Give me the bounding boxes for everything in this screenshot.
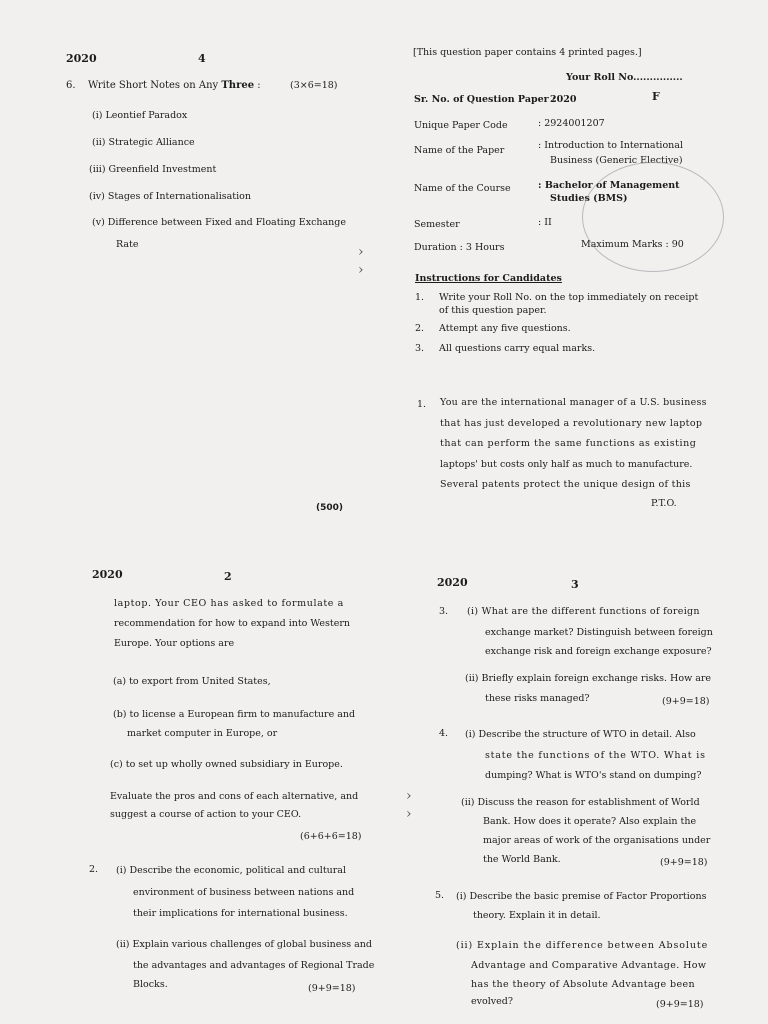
question-number: 2.	[89, 864, 99, 875]
list-item-continuation: Rate	[116, 239, 139, 250]
question-line: dumping? What is WTO's stand on dumping?	[485, 770, 702, 781]
question-line: exchange risk and foreign exchange exposure?	[485, 646, 712, 657]
question-line: (ii) Discuss the reason for establishment of World	[461, 797, 700, 808]
scan-mark: ›	[358, 244, 364, 260]
option-item-cont: market computer in Europe, or	[127, 728, 278, 739]
instruction-text: Write your Roll No. on the top immediately on receipt	[439, 292, 699, 303]
option-item: (a) to export from United States,	[113, 676, 271, 687]
list-item: (v) Difference between Fixed and Floating Exchange	[92, 217, 347, 228]
paper-code-label: Unique Paper Code	[414, 120, 508, 131]
option-item: (c) to set up wholly owned subsidiary in Europe.	[110, 759, 343, 770]
list-item: (i) Leontief Paradox	[92, 110, 188, 121]
question-text: Write Short Notes on Any Three :	[88, 80, 261, 91]
question-line: the advantages and advantages of Regional Trade	[133, 960, 375, 971]
question-number: 3.	[439, 606, 449, 617]
question-line: (ii) Explain the difference between Absolute	[456, 940, 709, 951]
question-marks: (9+9=18)	[308, 983, 356, 994]
instruction-number: 3.	[415, 343, 425, 354]
question-line: (i) What are the different functions of foreign	[467, 606, 700, 617]
list-item: (ii) Strategic Alliance	[92, 137, 195, 148]
question-marks: (6+6+6=18)	[300, 831, 362, 842]
question-marks: (9+9=18)	[662, 696, 710, 707]
paper-name-label: Name of the Paper	[414, 145, 505, 156]
question-line: Evaluate the pros and cons of each alternative, and	[110, 791, 359, 802]
scan-mark: ›	[406, 806, 412, 822]
question-line: their implications for international business.	[133, 908, 348, 919]
question-line: recommendation for how to expand into Western	[114, 618, 351, 629]
sr-no-label: Sr. No. of Question Paper :	[414, 94, 556, 105]
question-line: has the theory of Absolute Advantage been	[471, 979, 696, 990]
question-line: Advantage and Comparative Advantage. How	[471, 960, 707, 971]
sr-no-value: 2020	[550, 94, 577, 105]
scan-mark: ›	[358, 262, 364, 278]
question-line: (ii) Briefly explain foreign exchange risks. How are	[465, 673, 712, 684]
please-turn-over: P.T.O.	[651, 498, 677, 509]
instruction-text: All questions carry equal marks.	[439, 343, 596, 354]
list-item: (iv) Stages of Internationalisation	[89, 191, 251, 202]
option-item: (b) to license a European firm to manufacture and	[113, 709, 356, 720]
page-number: 4	[198, 52, 206, 65]
question-number: 5.	[435, 890, 445, 901]
question-line: Several patents protect the unique design of this	[440, 479, 691, 490]
page-year: 2020	[92, 568, 123, 581]
max-marks: Maximum Marks : 90	[581, 239, 684, 250]
set-letter: F	[652, 90, 660, 103]
library-stamp	[582, 162, 724, 272]
roll-number-field: Your Roll No...............	[566, 72, 683, 83]
question-line: theory. Explain it in detail.	[473, 910, 601, 921]
question-marks: (3×6=18)	[290, 80, 338, 91]
question-number: 4.	[439, 728, 449, 739]
question-line: that can perform the same functions as existing	[440, 438, 697, 449]
scan-mark: ›	[406, 788, 412, 804]
question-line: (i) Describe the structure of WTO in detail. Also	[465, 729, 696, 740]
question-marks: (9+9=18)	[660, 857, 708, 868]
copies-count: (500)	[316, 503, 344, 513]
question-line: Bank. How does it operate? Also explain the	[483, 816, 697, 827]
question-line: Europe. Your options are	[114, 638, 235, 649]
question-line: the World Bank.	[483, 854, 561, 865]
instructions-title: Instructions for Candidates	[415, 273, 562, 284]
page-year: 2020	[66, 52, 97, 65]
semester-value: : II	[538, 217, 552, 228]
question-line: these risks managed?	[485, 693, 590, 704]
question-line: Blocks.	[133, 979, 168, 990]
question-line: You are the international manager of a U.S. business	[440, 397, 707, 408]
question-line: state the functions of the WTO. What is	[485, 750, 706, 761]
page-year: 2020	[437, 576, 468, 589]
page-number: 2	[224, 570, 232, 583]
instruction-number: 1.	[415, 292, 425, 303]
question-number: 6.	[66, 80, 76, 91]
question-number: 1.	[417, 399, 427, 410]
question-line: (i) Describe the basic premise of Factor Proportions	[456, 891, 707, 902]
question-line: suggest a course of action to your CEO.	[110, 809, 302, 820]
instruction-number: 2.	[415, 323, 425, 334]
question-line: laptop. Your CEO has asked to formulate a	[114, 598, 344, 609]
instruction-text: Attempt any five questions.	[439, 323, 571, 334]
question-line: that has just developed a revolutionary new laptop	[440, 418, 703, 429]
question-line: major areas of work of the organisations under	[483, 835, 711, 846]
paper-name-value-cont: Business (Generic Elective)	[550, 155, 683, 166]
question-line: evolved?	[471, 996, 513, 1007]
header-note: [This question paper contains 4 printed pages.]	[413, 47, 642, 58]
course-name-label: Name of the Course	[414, 183, 511, 194]
duration: Duration : 3 Hours	[414, 242, 505, 253]
page-number: 3	[571, 578, 579, 591]
course-name-value-cont: Studies (BMS)	[550, 193, 628, 204]
question-line: exchange market? Distinguish between foreign	[485, 627, 713, 638]
instruction-text-cont: of this question paper.	[439, 305, 547, 316]
question-line: laptops' but costs only half as much to manufacture.	[440, 459, 693, 470]
paper-code-value: : 2924001207	[538, 118, 605, 129]
course-name-value: : Bachelor of Management	[538, 180, 680, 191]
paper-name-value: : Introduction to International	[538, 140, 683, 151]
question-marks: (9+9=18)	[656, 999, 704, 1010]
list-item: (iii) Greenfield Investment	[89, 164, 217, 175]
semester-label: Semester	[414, 219, 460, 230]
question-line: environment of business between nations and	[133, 887, 355, 898]
question-line: (i) Describe the economic, political and cultural	[116, 865, 347, 876]
question-line: (ii) Explain various challenges of global business and	[116, 939, 373, 950]
